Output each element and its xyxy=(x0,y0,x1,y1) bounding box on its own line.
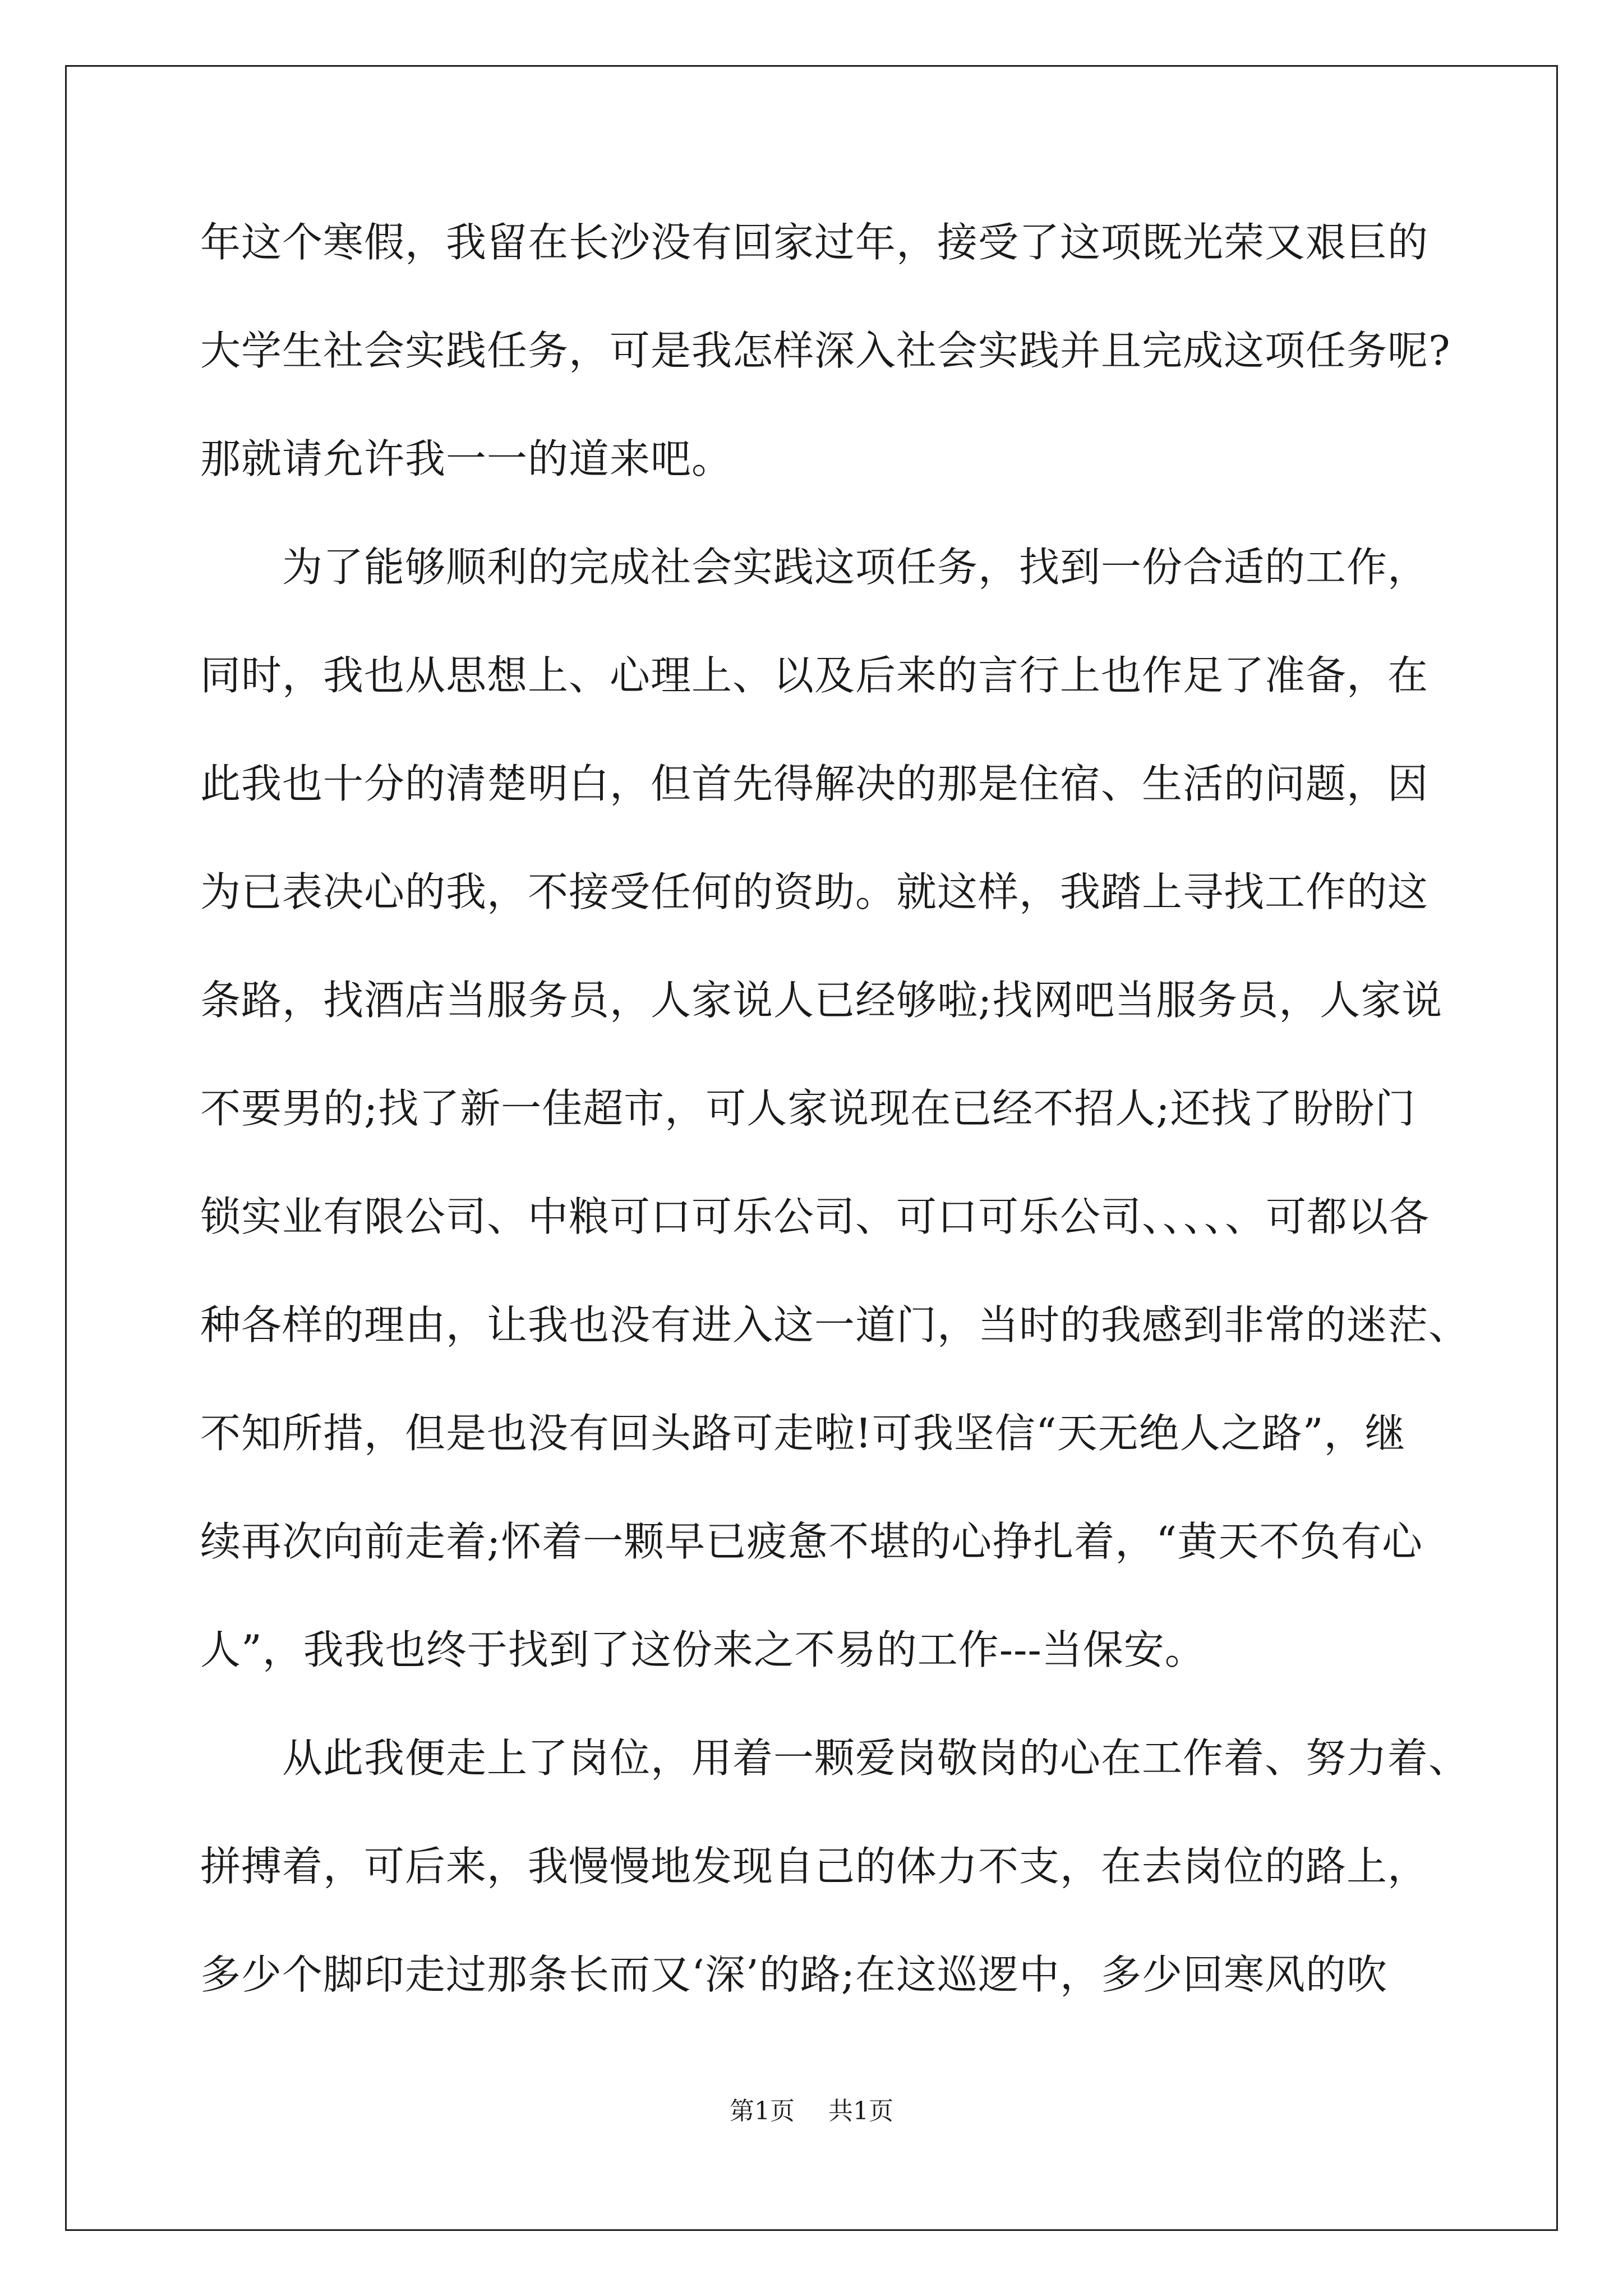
page-footer xyxy=(0,2095,1623,2128)
text-line: 从此我便走上了岗位，用着一颗爱岗敬岗的心在工作着、努力着、 xyxy=(200,1734,1470,1782)
text-line: 拼搏着，可后来，我慢慢地发现自己的体力不支，在去岗位的路上， xyxy=(200,1843,1429,1890)
text-line: 为了能够顺利的完成社会实践这项任务，找到一份合适的工作， xyxy=(200,544,1429,591)
text-line: 年这个寒假，我留在长沙没有回家过年，接受了这项既光荣又艰巨的 xyxy=(200,219,1429,266)
text-line: 条路，找酒店当服务员，人家说人已经够啦;找网吧当服务员，人家说 xyxy=(200,977,1443,1024)
page-number-total: 共1页 xyxy=(828,2097,893,2125)
text-line: 不知所措，但是也没有回头路可走啦!可我坚信“天无绝人之路”，继 xyxy=(200,1410,1406,1457)
text-line: 锁实业有限公司、中粮可口可乐公司、可口可乐公司、、、、、可都以各 xyxy=(200,1193,1430,1240)
text-line: 不要男的;找了新一佳超市，可人家说现在已经不招人;还找了盼盼门 xyxy=(200,1085,1416,1132)
text-line: 此我也十分的清楚明白，但首先得解决的那是住宿、生活的问题，因 xyxy=(200,760,1429,807)
text-line: 人”，我我也终于找到了这份来之不易的工作---当保安。 xyxy=(200,1626,1206,1673)
text-line: 同时，我也从思想上、心理上、以及后来的言行上也作足了准备，在 xyxy=(200,652,1429,699)
document-body xyxy=(200,209,1470,2049)
text-line: 种各样的理由，让我也没有进入这一道门，当时的我感到非常的迷茫、 xyxy=(200,1301,1470,1349)
text-line: 续再次向前走着;怀着一颗早已疲惫不堪的心挣扎着，“黄天不负有心 xyxy=(200,1518,1423,1565)
text-line: 多少个脚印走过那条长而又‘深’的路;在这巡逻中，多少回寒风的吹 xyxy=(200,1951,1388,1998)
page-number-current: 第1页 xyxy=(730,2097,795,2125)
text-line: 大学生社会实践任务，可是我怎样深入社会实践并且完成这项任务呢? xyxy=(200,327,1451,374)
text-line: 为已表决心的我，不接受任何的资助。就这样，我踏上寻找工作的这 xyxy=(200,868,1429,915)
text-line: 那就请允许我一一的道来吧。 xyxy=(200,435,733,482)
